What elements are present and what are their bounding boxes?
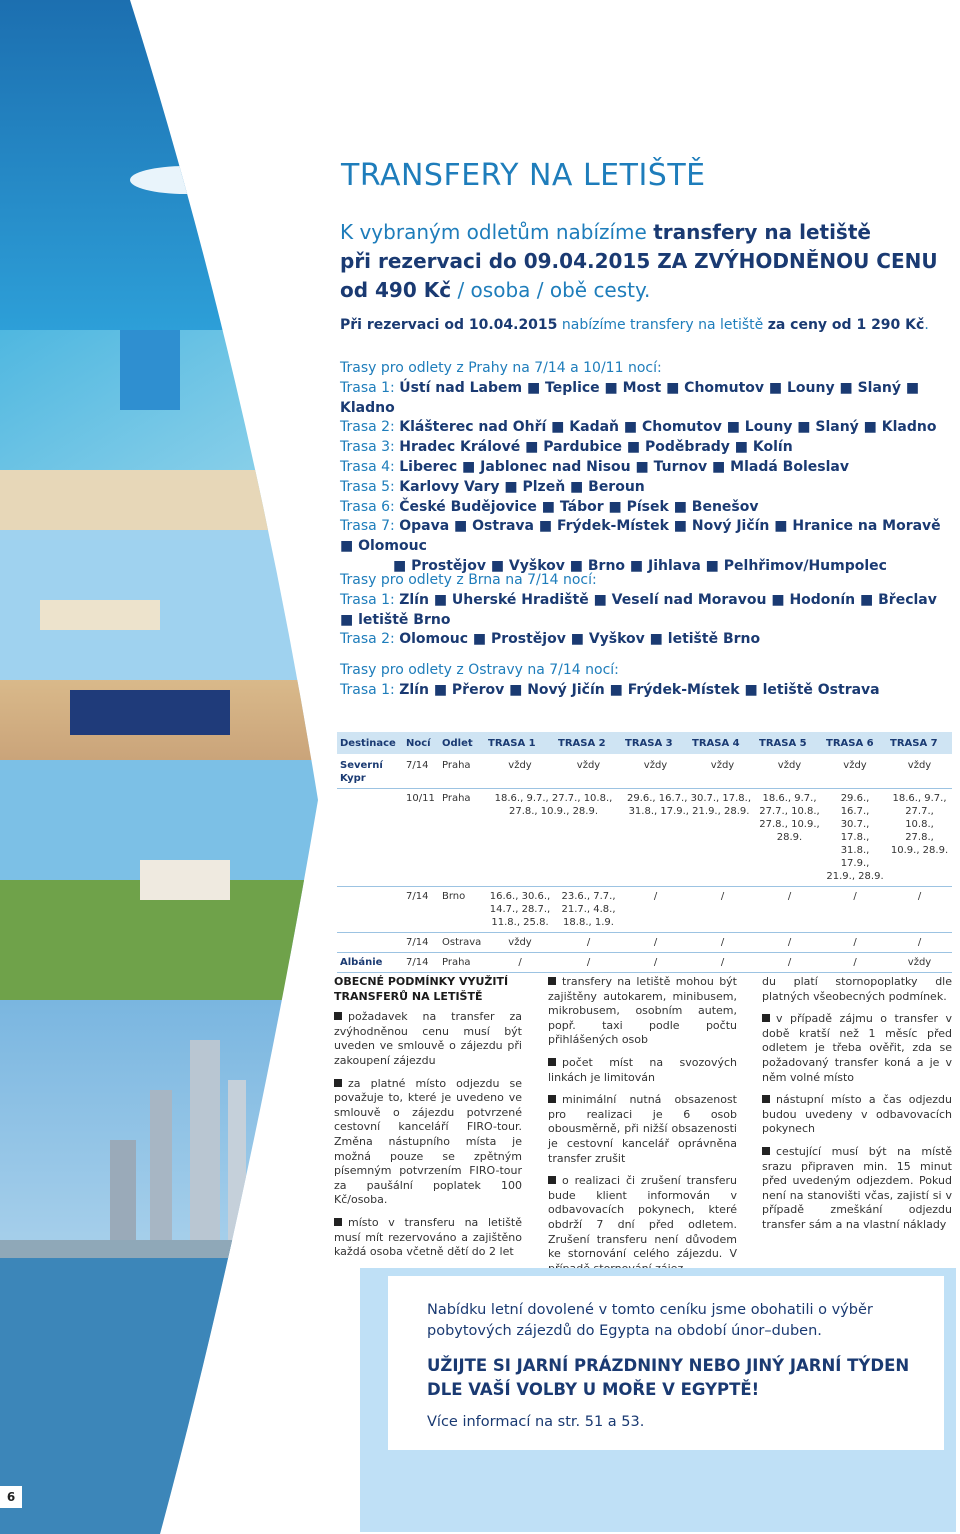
cell: / [756, 887, 823, 933]
condition-item: počet míst na svozových linkách je limitován [548, 1055, 737, 1084]
cell: vždy [887, 953, 952, 973]
cell: / [756, 953, 823, 973]
cell: vždy [710, 760, 735, 771]
table-header-row [337, 732, 952, 755]
bullet-square-icon [334, 1079, 342, 1087]
condition-item: v případě zájmu o transfer v době kratší než 1 měsíc před odletem je třeba ověřit, zda se požadovaný transfer koná a je v něm volné místo [762, 1012, 952, 1084]
cell: vždy [907, 760, 932, 771]
intro-line-2: při rezervaci do 09.04.2015 ZA ZVÝHODNĚNOU CENU [340, 249, 938, 273]
cell: 7/14 [403, 953, 439, 973]
condition-continuation: du platí stornopoplatky dle platných všeobecných podmínek. [762, 975, 952, 1003]
condition-item: místo v transferu na letiště musí mít rezervováno a zajištěno každá osoba včetně dětí do 2 let [334, 1215, 522, 1259]
condition-item: požadavek na transfer za zvýhodněnou cenu musí být uveden ve smlouvě o zájezdu při zakoupení zájezdu [334, 1010, 522, 1067]
bullet-square-icon [762, 1014, 770, 1022]
intro-late-offer: Při rezervaci od 10.04.2015 nabízíme transfery na letiště za ceny od 1 290 Kč. [340, 317, 929, 333]
cell: / [689, 933, 756, 953]
cell: / [622, 933, 689, 953]
col-header: Odlet [439, 732, 485, 755]
promo-line-1: Nabídku letní dovolené v tomto ceníku jsme obohatili o výběr [427, 1302, 873, 1318]
cell: 18.6., 9.7., 27.7., 10.8., 27.8., 10.9., 28.9. [485, 789, 622, 887]
cell: vždy [777, 760, 802, 771]
condition-item: transfery na letiště mohou být zajištěny autokarem, minibusem, mikrobusem, osobním autem, popř. taxi podle počtu přihlášených osob [548, 975, 737, 1047]
routes-ostrava-heading: Trasy pro odlety z Ostravy na 7/14 nocí: [340, 662, 619, 678]
col-header: Nocí [403, 732, 439, 755]
col-header: TRASA 6 [823, 732, 887, 755]
cell: 29.6., 16.7., 30.7., 17.8., 31.8., 17.9., 21.9., 28.9. [823, 789, 887, 887]
cell-destination [337, 887, 403, 933]
cell: / [823, 953, 887, 973]
promo-line-2: pobytových zájezdů do Egypta na období únor–duben. [427, 1323, 822, 1339]
cell: / [689, 887, 756, 933]
route-item: Trasa 2: Olomouc ■ Prostějov ■ Vyškov ■ letiště Brno [340, 631, 761, 648]
promo-more-info: Více informací na str. 51 a 53. [427, 1414, 645, 1430]
cell: 29.6., 16.7., 30.7., 17.8., 31.8., 17.9., 21.9., 28.9. [622, 789, 756, 887]
cell: 10/11 [403, 789, 439, 887]
bullet-square-icon [334, 1012, 342, 1020]
bullet-square-icon [762, 1147, 770, 1155]
routes-praha [340, 359, 952, 577]
condition-item: za platné místo odjezdu se považuje to, které je uvedeno ve smlouvě o zájezdu potvrzené cestovní kanceláří FIRO-tour. Změna nástupního místa je možná pouze se zpětným písemným potvrzením FIRO-tour za paušální poplatek 100 Kč/osoba. [334, 1076, 522, 1207]
conditions-column-1 [334, 975, 522, 1268]
cell: Ostrava [439, 933, 485, 953]
col-header: TRASA 4 [689, 732, 756, 755]
table-row [337, 789, 952, 887]
cell: 7/14 [403, 887, 439, 933]
travel-photo-collage [0, 0, 330, 1534]
cell: / [555, 933, 622, 953]
routes-brno-heading: Trasy pro odlety z Brna na 7/14 nocí: [340, 572, 597, 588]
cell: 18.6., 9.7., 27.7., 10.8., 27.8., 10.9., 28.9. [756, 789, 823, 887]
cell: vždy [508, 760, 532, 771]
promo-headline: UŽIJTE SI JARNÍ PRÁZDNINY NEBO JINÝ JARNÍ TÝDEN DLE VAŠÍ VOLBY U MOŘE V EGYPTĚ! [427, 1356, 910, 1399]
routes-brno [340, 571, 952, 650]
intro-line-3: od 490 Kč / osoba / obě cesty. [340, 278, 651, 302]
condition-item: cestující musí být na místě srazu připraven min. 15 minut před uvedeným odjezdem. Pokud není na stanovišti včas, zajistí si v případě zmeškání odjezdu transfer sám a na vlastní náklady [762, 1144, 952, 1231]
conditions-column-2 [548, 975, 737, 1284]
intro-offer [340, 218, 950, 305]
routes-praha-heading: Trasy pro odlety z Prahy na 7/14 a 10/11 nocí: [340, 360, 662, 376]
cell: vždy [643, 760, 668, 771]
cell: / [622, 953, 689, 973]
cell: / [555, 953, 622, 973]
bullet-square-icon [548, 1176, 556, 1184]
route-item: Trasa 1: Ústí nad Labem ■ Teplice ■ Most ■ Chomutov ■ Louny ■ Slaný ■ Kladno [340, 379, 920, 416]
col-header: TRASA 3 [622, 732, 689, 755]
cell: 18.6., 9.7., 27.7., 10.8., 27.8., 10.9., 28.9. [887, 789, 952, 887]
cell: 23.6., 7.7., 21.7., 4.8., 18.8., 1.9. [555, 887, 622, 933]
bullet-square-icon [762, 1095, 770, 1103]
cell: vždy [576, 760, 601, 771]
route-7-continuation: ■ Prostějov ■ Vyškov ■ Brno ■ Jihlava ■ Pelhřimov/Humpolec [393, 557, 887, 574]
cell-destination: Severní Kypr [340, 760, 383, 784]
cell: / [823, 933, 887, 953]
col-header: TRASA 1 [485, 732, 555, 755]
condition-item: o realizaci či zrušení transferu bude klient informován v odbavovacích pokynech, které obdrží 7 dní před odletem. Zrušení transferu není důvodem ke stornování celého zájezdu. V [548, 1174, 737, 1261]
cell: / [887, 887, 952, 933]
intro-line-1: K vybraným odletům nabízíme transfery na letiště [340, 220, 871, 244]
routes-ostrava [340, 661, 952, 701]
table-row [337, 887, 952, 933]
cell-destination: Albánie [337, 953, 403, 973]
cell: 7/14 [406, 760, 429, 771]
cell: / [485, 953, 555, 973]
cell: Praha [439, 789, 485, 887]
col-header: Destinace [337, 732, 403, 755]
bullet-square-icon [548, 977, 556, 985]
cell-destination [337, 789, 403, 887]
bullet-square-icon [548, 1095, 556, 1103]
table-row [337, 933, 952, 953]
cell: / [756, 933, 823, 953]
cell-destination [337, 933, 403, 953]
page-title: TRANSFERY NA LETIŠTĚ [341, 158, 706, 193]
route-item: Trasa 4: Liberec ■ Jablonec nad Nisou ■ Turnov ■ Mladá Boleslav [340, 458, 849, 475]
cell: / [622, 887, 689, 933]
cell: Praha [439, 953, 485, 973]
bullet-square-icon [334, 1218, 342, 1226]
col-header: TRASA 2 [555, 732, 622, 755]
bullet-square-icon [548, 1058, 556, 1066]
route-item: Trasa 5: Karlovy Vary ■ Plzeň ■ Beroun [340, 478, 645, 495]
table-row [337, 755, 952, 789]
condition-item: minimální nutná obsazenost pro realizaci je 6 osob obousměrně, při nižší obsazenosti je cestovní kancelář oprávněna transfer zrušit [548, 1093, 737, 1165]
route-item: Trasa 7: Opava ■ Ostrava ■ Frýdek-Místek ■ Nový Jičín ■ Hranice na Moravě ■ Olomouc [340, 518, 941, 555]
cell: Brno [439, 887, 485, 933]
cell: vždy [843, 760, 867, 771]
col-header: TRASA 7 [887, 732, 952, 755]
route-item: Trasa 1: Zlín ■ Uherské Hradiště ■ Veselí nad Moravou ■ Hodonín ■ Břeclav ■ letiště Brno [340, 591, 937, 628]
transfer-schedule-table [337, 732, 952, 973]
route-item: Trasa 6: České Budějovice ■ Tábor ■ Písek ■ Benešov [340, 498, 759, 515]
cell: / [689, 953, 756, 973]
conditions-heading: OBECNÉ PODMÍNKY VYUŽITÍ TRANSFERŮ NA LETIŠTĚ [334, 975, 509, 1003]
page-number: 6 [0, 1486, 22, 1508]
route-item: Trasa 2: Klášterec nad Ohří ■ Kadaň ■ Chomutov ■ Louny ■ Slaný ■ Kladno [340, 419, 937, 436]
promo-text [427, 1300, 927, 1433]
cell: 7/14 [403, 933, 439, 953]
cell: / [823, 887, 887, 933]
cell: / [887, 933, 952, 953]
condition-item: nástupní místo a čas odjezdu budou uvedeny v odbavovacích pokynech [762, 1093, 952, 1136]
cell: 16.6., 30.6., 14.7., 28.7., 11.8., 25.8. [485, 887, 555, 933]
cell: vždy [485, 933, 555, 953]
table-row [337, 953, 952, 973]
col-header: TRASA 5 [756, 732, 823, 755]
route-item: Trasa 3: Hradec Králové ■ Pardubice ■ Poděbrady ■ Kolín [340, 439, 793, 456]
cell: Praha [442, 760, 471, 771]
route-item: Trasa 1: Zlín ■ Přerov ■ Nový Jičín ■ Frýdek-Místek ■ letiště Ostrava [340, 681, 880, 698]
conditions-column-3 [762, 975, 952, 1241]
